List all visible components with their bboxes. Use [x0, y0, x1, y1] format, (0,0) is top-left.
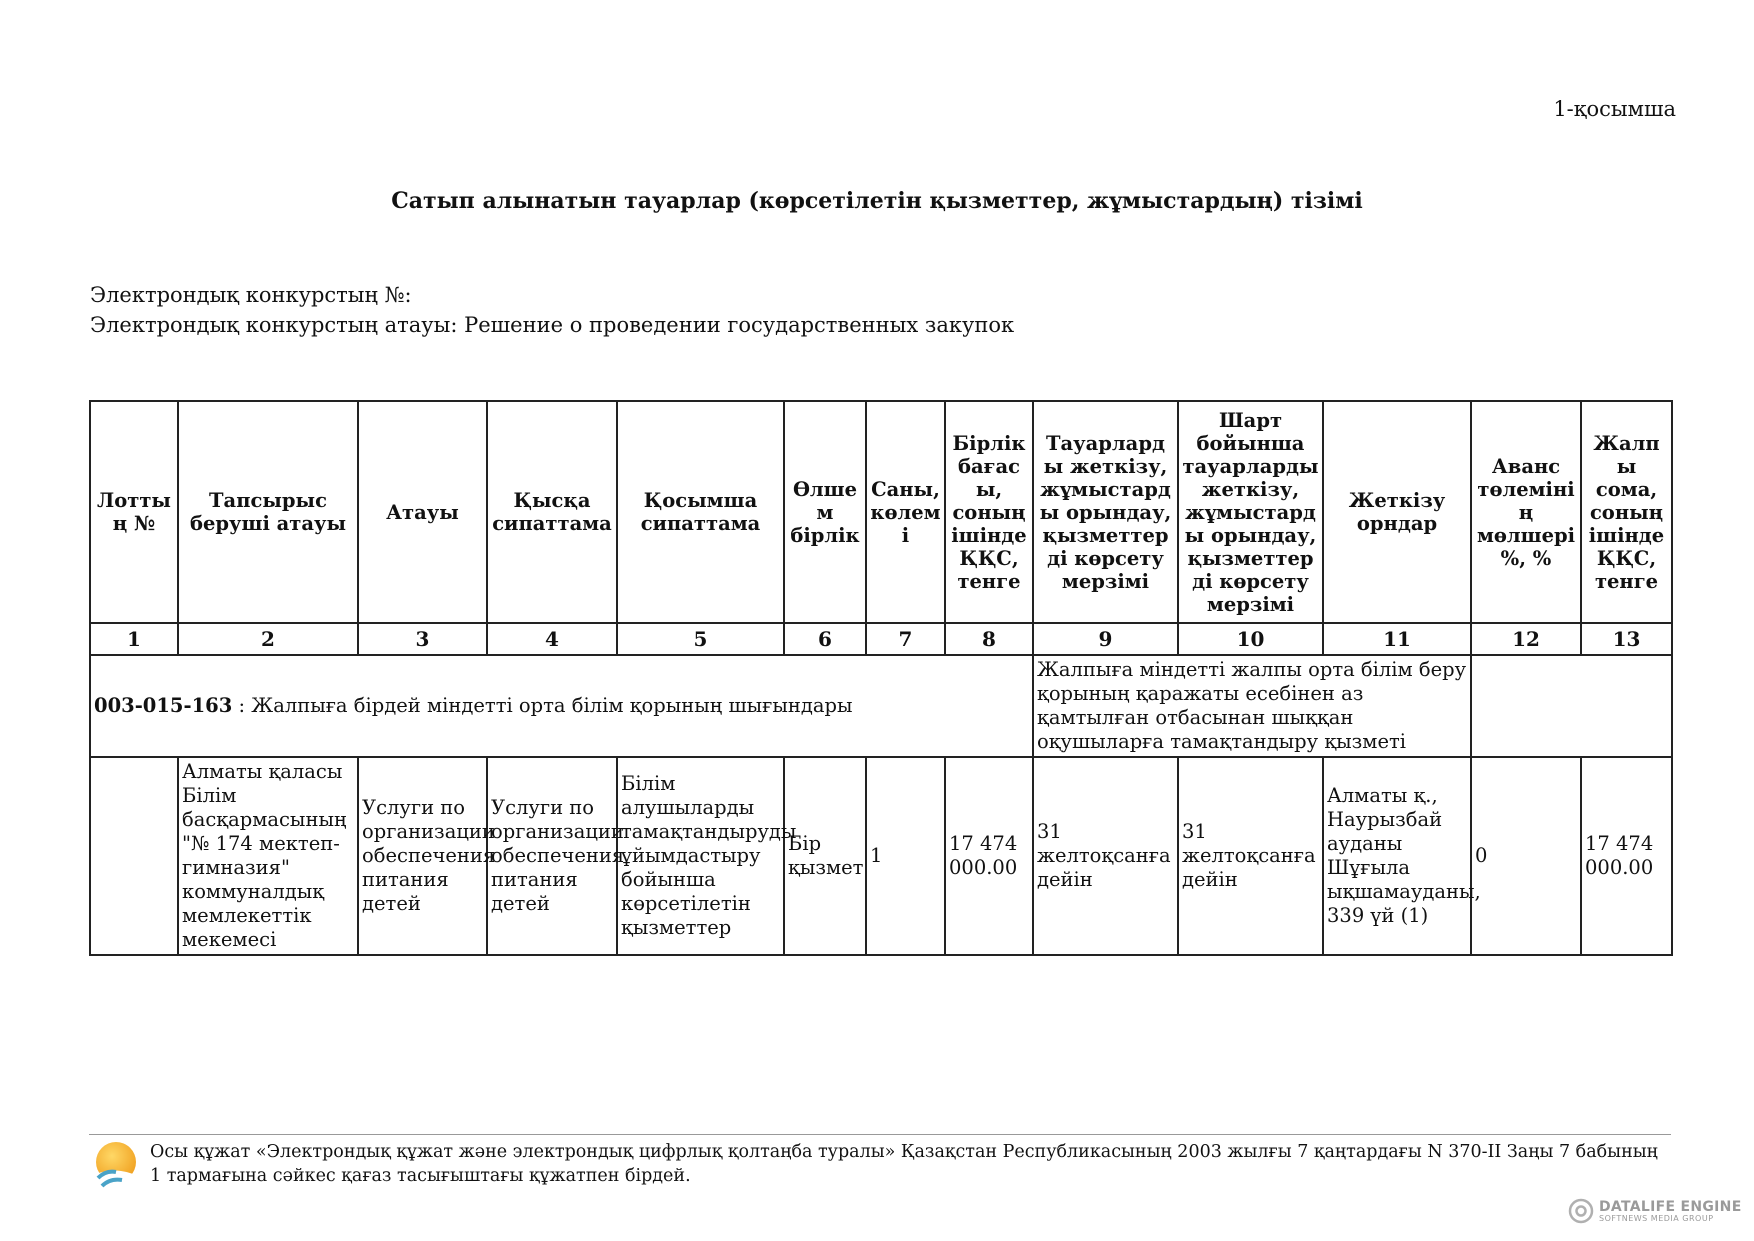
cell-term: 31 желтоқсанға дейін — [1033, 757, 1178, 955]
section-empty-cell — [1471, 655, 1672, 757]
document-title: Сатып алынатын тауарлар (көрсетілетін қызметтер, жұмыстардың) тізімі — [391, 188, 1363, 214]
col-header-place: Жеткізу орндар — [1323, 401, 1471, 623]
datalife-watermark — [1568, 1198, 1742, 1228]
watermark-subtitle: SOFTNEWS MEDIA GROUP — [1599, 1214, 1714, 1223]
col-header-short-desc: Қысқа сипаттама — [487, 401, 617, 623]
col-header-total: Жалпы сома, соның ішінде ҚҚС, тенге — [1581, 401, 1672, 623]
competition-name: Электрондық конкурстың атауы: Решение о проведении государственных закупок — [90, 313, 1015, 337]
col-header-contract-term: Шарт бойынша тауарларды жеткізу, жұмыстарды орындау, қызметтерді көрсету мерзімі — [1178, 401, 1323, 623]
watermark-logo-icon — [1568, 1198, 1594, 1228]
budget-section-cell — [90, 655, 1033, 757]
col-number: 1 — [90, 623, 178, 655]
col-header-customer: Тапсырыс беруші атауы — [178, 401, 358, 623]
budget-description: Жалпыға бірдей міндетті орта білім қорының шығындары — [251, 694, 853, 717]
col-number: 9 — [1033, 623, 1178, 655]
col-header-advance: Аванс төлемінің мөлшері %, % — [1471, 401, 1581, 623]
col-header-name: Атауы — [358, 401, 487, 623]
col-header-lot: Лоттың № — [90, 401, 178, 623]
col-header-qty: Саны, көлемі — [866, 401, 945, 623]
col-number: 10 — [1178, 623, 1323, 655]
col-number: 8 — [945, 623, 1033, 655]
cell-place: Алматы қ., Наурызбай ауданы Шұғыла ықшамауданы, 339 үй (1) — [1323, 757, 1471, 955]
col-number: 4 — [487, 623, 617, 655]
budget-section-row — [90, 655, 1672, 757]
col-header-extra-desc: Қосымша сипаттама — [617, 401, 784, 623]
footer-legal-text: Осы құжат «Электрондық құжат және электрондық цифрлық қолтаңба туралы» Қазақстан Республикасының 2003 жылғы 7 қаңтардағы N 370-II Заңы 7 бабының 1 тармағына сәйкес қағаз тасығыштағы құжатпен бірдей. — [150, 1142, 1658, 1186]
cell-extra-desc: Білім алушыларды тамақтандыруды ұйымдастыру бойынша көрсетілетін қызметтер — [617, 757, 784, 955]
col-number: 13 — [1581, 623, 1672, 655]
footer-divider — [89, 1134, 1671, 1135]
cell-name: Услуги по организации обеспечения питания детей — [358, 757, 487, 955]
col-number: 2 — [178, 623, 358, 655]
service-description: Жалпыға міндетті жалпы орта білім беру қорының қаражаты есебінен аз қамтылған отбасынан шыққан оқушыларға тамақтандыру қызметі — [1033, 655, 1471, 757]
col-header-unit: Өлшем бірлік — [784, 401, 866, 623]
cell-contract-term: 31 желтоқсанға дейін — [1178, 757, 1323, 955]
col-header-term: Тауарларды жеткізу, жұмыстарды орындау, қызметтерді көрсету мерзімі — [1033, 401, 1178, 623]
col-number: 5 — [617, 623, 784, 655]
competition-number: Электрондық конкурстың №: — [90, 283, 412, 307]
cell-advance: 0 — [1471, 757, 1581, 955]
cell-price: 17 474 000.00 — [945, 757, 1033, 955]
budget-code-separator: : — [232, 694, 252, 717]
cell-lot — [90, 757, 178, 955]
col-number: 11 — [1323, 623, 1471, 655]
cell-qty: 1 — [866, 757, 945, 955]
col-number: 3 — [358, 623, 487, 655]
col-header-price: Бірлік бағасы, соның ішінде ҚҚС, тенге — [945, 401, 1033, 623]
annex-label: 1-қосымша — [1553, 97, 1676, 121]
table-header-row — [90, 401, 1672, 623]
col-number: 7 — [866, 623, 945, 655]
procurement-table — [89, 400, 1673, 956]
cell-unit: Бір қызмет — [784, 757, 866, 955]
table-row — [90, 757, 1672, 955]
cell-short-desc: Услуги по организации обеспечения питания детей — [487, 757, 617, 955]
cell-total: 17 474 000.00 — [1581, 757, 1672, 955]
column-number-row — [90, 623, 1672, 655]
col-number: 6 — [784, 623, 866, 655]
budget-code: 003-015-163 — [94, 694, 233, 717]
watermark-title: DATALIFE ENGINE — [1599, 1199, 1742, 1215]
egov-seal-icon — [92, 1140, 142, 1190]
col-number: 12 — [1471, 623, 1581, 655]
cell-customer: Алматы қаласы Білім басқармасының "№ 174 мектеп-гимназия" коммуналдық мемлекеттік мекемесі — [178, 757, 358, 955]
